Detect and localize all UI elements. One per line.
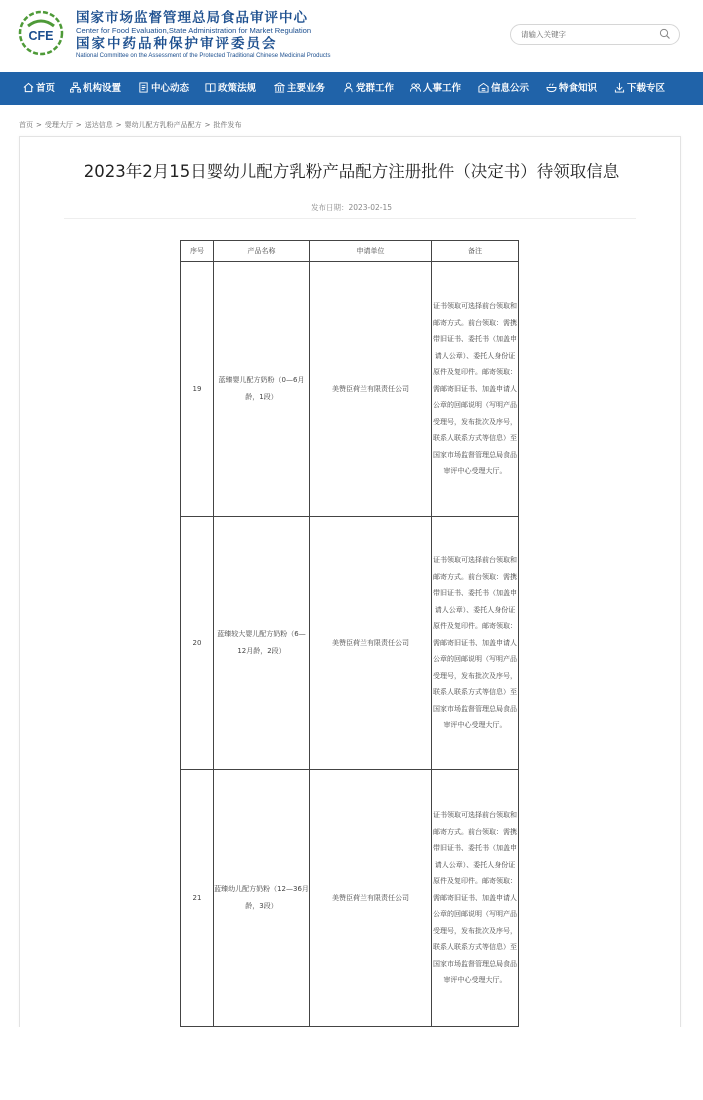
title-divider	[64, 218, 636, 219]
cfe-logo[interactable]	[18, 10, 64, 56]
org-name-block	[76, 10, 366, 60]
nav-label: 主要业务	[287, 83, 326, 94]
table-row	[181, 517, 519, 770]
org-chart-icon	[70, 82, 81, 93]
nav-label: 人事工作	[423, 83, 462, 94]
approval-table	[180, 240, 519, 1057]
row-product: 蓝臻婴儿配方奶粉（0—6月龄，1段）	[214, 262, 310, 517]
breadcrumb-approval-release[interactable]: 批件发布	[213, 121, 242, 129]
org-name-en-primary: Center for Food Evaluation,State Administration for Market Regulation	[76, 26, 312, 35]
nav-label: 信息公示	[491, 83, 530, 94]
row-company: 美赞臣荷兰有限责任公司	[310, 517, 432, 770]
nav-label: 党群工作	[356, 83, 395, 94]
publish-date	[0, 202, 703, 213]
building-icon	[274, 82, 285, 93]
nav-item-business[interactable]	[274, 72, 325, 105]
breadcrumb: 首页 > 受理大厅 > 送达信息 > 婴幼儿配方乳粉产品配方 > 批件发布	[19, 121, 242, 129]
nav-item-organization[interactable]	[70, 72, 121, 105]
nav-item-disclosure[interactable]	[478, 72, 529, 105]
org-name-cn-primary: 国家市场监督管理总局食品审评中心	[76, 10, 308, 26]
nav-label: 首页	[36, 83, 56, 94]
book-icon	[205, 82, 216, 93]
document-icon	[138, 82, 149, 93]
nav-label: 政策法规	[218, 83, 257, 94]
row-note: 证书领取可选择前台领取和邮寄方式。前台领取：需携带旧证书、委托书（加盖申请人公章）、委托人身份证原件及复印件。邮寄领取：需邮寄旧证书、加盖申请人公章的回邮说明（写明产品受理号，发布批次及序号，联系人联系方式等信息）至国家市场监督管理总局食品审评中心受理大厅。	[432, 517, 519, 770]
search-input[interactable]	[521, 27, 651, 41]
breadcrumb-delivery-info[interactable]: 送达信息	[84, 121, 113, 129]
row-no: 21	[181, 770, 214, 1027]
article-title: 2023年2月15日婴幼儿配方乳粉产品配方注册批件（决定书）待领取信息	[83, 162, 620, 181]
breadcrumb-infant-formula[interactable]: 婴幼儿配方乳粉产品配方	[124, 121, 202, 129]
page-bottom-blank	[0, 1027, 703, 1100]
nav-label: 机构设置	[83, 83, 122, 94]
main-nav	[0, 72, 703, 105]
org-name-cn-secondary: 国家中药品种保护审评委员会	[76, 36, 278, 52]
row-note: 证书领取可选择前台领取和邮寄方式。前台领取：需携带旧证书、委托书（加盖申请人公章）、委托人身份证原件及复印件。邮寄领取：需邮寄旧证书、加盖申请人公章的回邮说明（写明产品受理号，发布批次及序号，联系人联系方式等信息）至国家市场监督管理总局食品审评中心受理大厅。	[432, 770, 519, 1027]
publish-date-value: 2023-02-15	[348, 203, 393, 212]
nav-item-download[interactable]	[614, 72, 665, 105]
svg-text:CFE: CFE	[28, 29, 54, 43]
nav-item-food-knowledge[interactable]	[546, 72, 597, 105]
table-row	[181, 770, 519, 1027]
notice-icon	[478, 82, 489, 93]
header-product: 产品名称	[214, 241, 310, 262]
header-note: 备注	[432, 241, 519, 262]
org-name-en-secondary: National Committee on the Assessment of the Protected Traditional Chinese Medicinal Products	[76, 53, 331, 59]
search-icon[interactable]	[659, 28, 671, 40]
breadcrumb-acceptance-hall[interactable]: 受理大厅	[44, 121, 73, 129]
row-no: 20	[181, 517, 214, 770]
nav-item-home[interactable]	[23, 72, 55, 105]
table-header-row	[181, 241, 519, 262]
row-company: 美赞臣荷兰有限责任公司	[310, 262, 432, 517]
row-note: 证书领取可选择前台领取和邮寄方式。前台领取：需携带旧证书、委托书（加盖申请人公章）、委托人身份证原件及复印件。邮寄领取：需邮寄旧证书、加盖申请人公章的回邮说明（写明产品受理号，发布批次及序号，联系人联系方式等信息）至国家市场监督管理总局食品审评中心受理大厅。	[432, 262, 519, 517]
site-header	[0, 0, 703, 72]
people-icon	[410, 82, 421, 93]
breadcrumb-home[interactable]: 首页	[19, 121, 33, 129]
nav-label: 中心动态	[151, 83, 190, 94]
row-no: 19	[181, 262, 214, 517]
row-product: 蓝臻较大婴儿配方奶粉（6—12月龄，2段）	[214, 517, 310, 770]
nav-label: 下载专区	[627, 83, 666, 94]
row-company: 美赞臣荷兰有限责任公司	[310, 770, 432, 1027]
nav-label: 特食知识	[559, 83, 598, 94]
nav-item-party[interactable]	[343, 72, 394, 105]
nav-item-hr[interactable]	[410, 72, 461, 105]
header-no: 序号	[181, 241, 214, 262]
nav-item-news[interactable]	[138, 72, 189, 105]
person-icon	[343, 82, 354, 93]
search-box	[510, 24, 680, 45]
header-company: 申请单位	[310, 241, 432, 262]
table-row	[181, 262, 519, 517]
nav-item-policy[interactable]	[205, 72, 256, 105]
row-product: 蓝臻幼儿配方奶粉（12—36月龄，3段）	[214, 770, 310, 1027]
bowl-icon	[546, 82, 557, 93]
home-icon	[23, 82, 34, 93]
download-icon	[614, 82, 625, 93]
publish-date-label: 发布日期：	[310, 203, 349, 212]
